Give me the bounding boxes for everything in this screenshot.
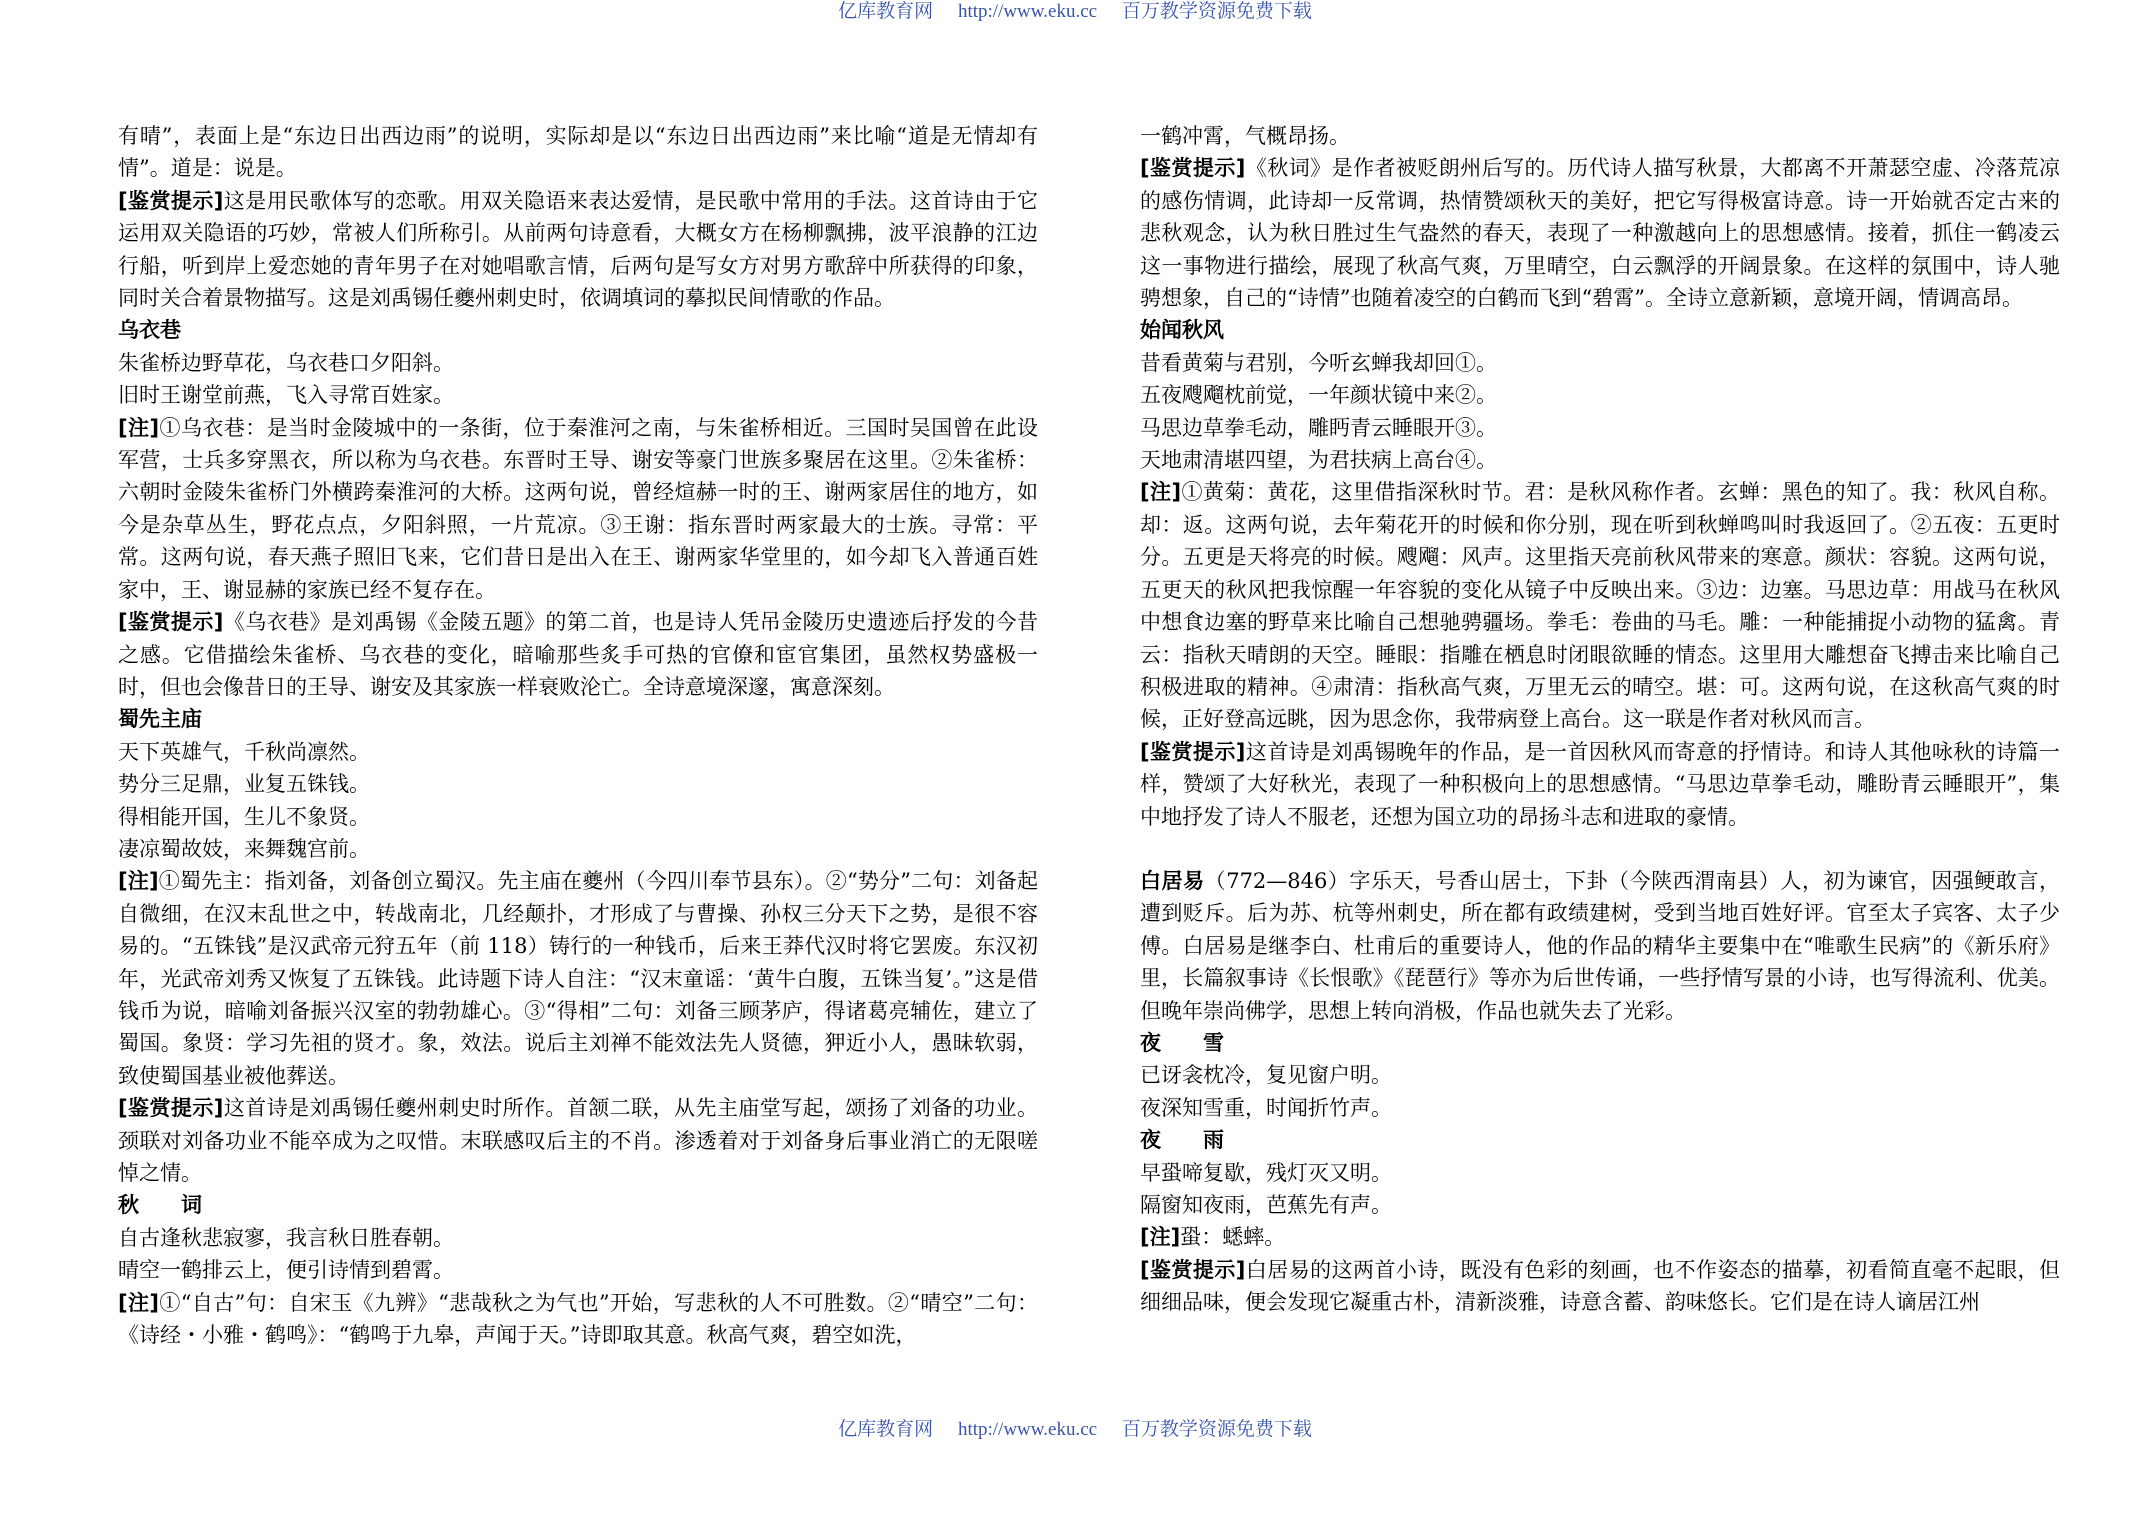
poem-line: 已讶衾枕冷，复见窗户明。: [1140, 1063, 1392, 1088]
note-paragraph: [118, 1287, 1038, 1352]
footer-site: 亿库教育网: [838, 1419, 934, 1440]
poem-line: 五夜飕飗枕前觉，一年颜状镜中来②。: [1140, 383, 1497, 408]
appreciation-label: [鉴赏提示]: [118, 1096, 224, 1121]
author-bio: [1140, 865, 2060, 1027]
note-text: ①黄菊：黄花，这里借指深秋时节。君：是秋风称作者。玄蝉：黑色的知了。我：秋风自称。却：返。这两句说，去年菊花开的时候和你分别，现在听到秋蝉鸣叫时我返回了。②五夜：五更时分。五更是天将亮的时候。飕飗：风声。这里指天亮前秋风带来的寒意。颜状：容貌。这两句说，五更天的秋风把我惊醒一年容貌的变化从镜子中反映出来。③边：边塞。马思边草：用战马在秋风中想食边塞的野草来比喻自己想驰骋疆场。拳毛：卷曲的马毛。雕：一种能捕捉小动物的猛禽。青云：指秋天晴朗的天空。睡眼：指雕在栖息时闭眼欲睡的情态。这里用大雕想奋飞搏击来比喻自己积极进取的精神。④肃清：指秋高气爽，万里无云的晴空。堪：可。这两句说，在这秋高气爽的时候，正好登高远眺，因为思念你，我带病登上高台。这一联是作者对秋风而言。: [1140, 480, 2060, 732]
page-footer: [0, 1418, 2150, 1442]
section-gap: [1140, 833, 2060, 865]
poem-line: 隔窗知夜雨，芭蕉先有声。: [1140, 1193, 1392, 1217]
appreciation-text: 《秋词》是作者被贬朗州后写的。历代诗人描写秋景，大都离不开萧瑟空虚、冷落荒凉的感伤情调，此诗却一反常调，热情赞颂秋天的美好，把它写得极富诗意。诗一开始就否定古来的悲秋观念，认为秋日胜过生气盎然的春天，表现了一种激越向上的思想感情。接着，抓住一鹤凌云这一事物进行描绘，展现了秋高气爽，万里晴空，白云飘浮的开阔景象。在这样的氛围中，诗人驰骋想象，自己的“诗情”也随着凌空的白鹤而飞到“碧霄”。全诗立意新颖，意境开阔，情调高昂。: [1140, 156, 2060, 311]
poem-line: 天地肃清堪四望，为君扶病上高台④。: [1140, 448, 1497, 473]
appreciation-text: 《乌衣巷》是刘禹锡《金陵五题》的第二首，也是诗人凭吊金陵历史遗迹后抒发的今昔之感。它借描绘朱雀桥、乌衣巷的变化，暗喻那些炙手可热的官僚和宦官集团，虽然权势盛极一时，但也会像昔日的王导、谢安及其家族一样衰败沦亡。全诗意境深邃，寓意深刻。: [118, 610, 1038, 699]
appreciation-label: [鉴赏提示]: [1140, 156, 1246, 181]
note-paragraph: [1140, 1221, 2060, 1253]
note-label: [注]: [1140, 480, 1182, 505]
appreciation-label: [鉴赏提示]: [1140, 1257, 1246, 1282]
appreciation-label: [鉴赏提示]: [1140, 739, 1246, 764]
header-url[interactable]: http://www.eku.cc: [957, 1, 1098, 22]
appreciation-text: 这首诗是刘禹锡晚年的作品，是一首因秋风而寄意的抒情诗。和诗人其他咏秋的诗篇一样，赞颂了大好秋光，表现了一种积极向上的思想感情。“马思边草拳毛动，雕盼青云睡眼开”，集中地抒发了诗人不服老，还想为国立功的昂扬斗志和进取的豪情。: [1140, 739, 2060, 829]
poem-title: 始闻秋风: [1140, 318, 1224, 343]
author-bio-text: （772—846）字乐天，号香山居士，下卦（今陕西渭南县）人，初为谏官，因强鲠敢言，遭到贬斥。后为苏、杭等州刺史，所在都有政绩建树，受到当地百姓好评。官至太子宾客、太子少傅。白居易是继李白、杜甫后的重要诗人，他的作品的精华主要集中在“唯歌生民病”的《新乐府》里，长篇叙事诗《长恨歌》《琵琶行》等亦为后世传诵，一些抒情写景的小诗，也写得流利、优美。但晚年崇尚佛学，思想上转向消极，作品也就失去了光彩。: [1140, 868, 2061, 1023]
paragraph: 一鹤冲霄，气概昂扬。: [1140, 124, 1350, 148]
note-paragraph: [1140, 476, 2060, 735]
note-text: ①蜀先主：指刘备，刘备创立蜀汉。先主庙在夔州（今四川奉节县东）。②“势分”二句：刘备起自微细，在汉末乱世之中，转战南北，几经颠扑，才形成了与曹操、孙权三分天下之势，是很不容易的。“五铢钱”是汉武帝元狩五年（前 118）铸行的一种钱币，后来王莽代汉时将它罢废。东汉初年，光武帝刘秀又恢复了五铢钱。此诗题下诗人自注：“汉末童谣：‘黄牛白腹，五铢当复’。”这是借钱币为说，暗喻刘备振兴汉室的勃勃雄心。③“得相”二句：刘备三顾茅庐，得诸葛亮辅佐，建立了蜀国。象贤：学习先祖的贤才。象，效法。说后主刘禅不能效法先人贤德，狎近小人，愚昧软弱，致使蜀国基业被他葬送。: [118, 869, 1038, 1088]
page-header: [0, 0, 2150, 24]
poem-title: 秋 词: [118, 1193, 202, 1218]
footer-url[interactable]: http://www.eku.cc: [957, 1419, 1098, 1440]
poem-title: 蜀先主庙: [118, 707, 202, 732]
note-paragraph: [118, 412, 1038, 606]
poem-line: 朱雀桥边野草花，乌衣巷口夕阳斜。: [118, 350, 454, 375]
poem-title: 夜 雨: [1140, 1128, 1224, 1153]
appreciation-text: 这首诗是刘禹锡任夔州刺史时所作。首颔二联，从先主庙堂写起，颂扬了刘备的功业。颈联对刘备功业不能卒成为之叹惜。末联感叹后主的不肖。渗透着对于刘备身后事业消亡的无限嗟悼之情。: [118, 1096, 1038, 1185]
poem-line: 旧时王谢堂前燕，飞入寻常百姓家。: [118, 383, 454, 408]
appreciation-label: [鉴赏提示]: [118, 610, 224, 635]
note-text: 蛩：蟋蟀。: [1180, 1225, 1286, 1250]
note-label: [注]: [118, 869, 159, 894]
poem-line: 凄凉蜀故妓，来舞魏宫前。: [118, 836, 370, 861]
footer-slogan: 百万教学资源免费下载: [1121, 1419, 1312, 1440]
poem-line: 夜深知雪重，时闻折竹声。: [1140, 1095, 1392, 1120]
note-label: [注]: [118, 1290, 159, 1315]
paragraph: 有晴”，表面上是“东边日出西边雨”的说明，实际却是以“东边日出西边雨”来比喻“道是无情却有情”。道是：说是。: [118, 124, 1038, 181]
poem-title: 夜 雪: [1140, 1030, 1224, 1055]
note-label: [注]: [118, 415, 160, 440]
appreciation-paragraph: [118, 606, 1038, 703]
appreciation-paragraph: [1140, 736, 2060, 833]
poem-line: 自古逢秋悲寂寥，我言秋日胜春朝。: [118, 1225, 454, 1250]
poem-line: 马思边草拳毛动，雕眄青云睡眼开③。: [1140, 415, 1497, 440]
appreciation-paragraph: [1140, 152, 2060, 314]
poem-line: 晴空一鹤排云上，便引诗情到碧霄。: [118, 1258, 454, 1283]
appreciation-text: 这是用民歌体写的恋歌。用双关隐语来表达爱情，是民歌中常用的手法。这首诗由于它运用双关隐语的巧妙，常被人们所称引。从前两句诗意看，大概女方在杨柳飘拂，波平浪静的江边行船，听到岸上爱恋她的青年男子在对她唱歌言情，后两句是写女方对男方歌辞中所获得的印象，同时关合着景物描写。这是刘禹锡任夔州刺史时，依调填词的摹拟民间情歌的作品。: [118, 188, 1038, 311]
appreciation-paragraph: [1140, 1254, 2060, 1319]
note-text: ①乌衣巷：是当时金陵城中的一条街，位于秦淮河之南，与朱雀桥相近。三国时吴国曾在此设军营，士兵多穿黑衣，所以称为乌衣巷。东晋时王导、谢安等豪门世族多聚居在这里。②朱雀桥：六朝时金陵朱雀桥门外横跨秦淮河的大桥。这两句说，曾经煊赫一时的王、谢两家居住的地方，如今是杂草丛生，野花点点，夕阳斜照，一片荒凉。③王谢：指东晋时两家最大的士族。寻常：平常。这两句说，春天燕子照旧飞来，它们昔日是出入在王、谢两家华堂里的，如今却飞入普通百姓家中，王、谢显赫的家族已经不复存在。: [118, 415, 1038, 602]
poem-line: 天下英雄气，千秋尚凛然。: [118, 739, 370, 764]
poem-title: 乌衣巷: [118, 318, 181, 343]
appreciation-paragraph: [118, 1092, 1038, 1189]
note-text: ①“自古”句：自宋玉《九辨》“悲哉秋之为气也”开始，写悲秋的人不可胜数。②“晴空”二句：《诗经・小雅・鹤鸣》：“鹤鸣于九皋，声闻于天。”诗即取其意。秋高气爽，碧空如洗，: [118, 1290, 1038, 1348]
appreciation-paragraph: [118, 185, 1038, 315]
note-paragraph: [118, 865, 1038, 1092]
appreciation-label: [鉴赏提示]: [118, 188, 224, 213]
note-label: [注]: [1140, 1225, 1181, 1250]
appreciation-text: 白居易的这两首小诗，既没有色彩的刻画，也不作姿态的描摹，初看简直毫不起眼，但细细品味，便会发现它凝重古朴，清新淡雅，诗意含蓄、韵味悠长。它们是在诗人谪居江州: [1140, 1257, 2060, 1315]
right-column: [1140, 120, 2060, 1319]
author-name: 白居易: [1140, 868, 1205, 893]
poem-line: 早蛩啼复歇，残灯灭又明。: [1140, 1160, 1392, 1185]
header-slogan: 百万教学资源免费下载: [1121, 1, 1312, 22]
left-column: [118, 120, 1038, 1351]
poem-line: 得相能开国，生儿不象贤。: [118, 804, 370, 829]
poem-line: 昔看黄菊与君别，今听玄蝉我却回①。: [1140, 350, 1497, 375]
poem-line: 势分三足鼎，业复五铢钱。: [118, 772, 370, 797]
header-site: 亿库教育网: [838, 1, 934, 22]
